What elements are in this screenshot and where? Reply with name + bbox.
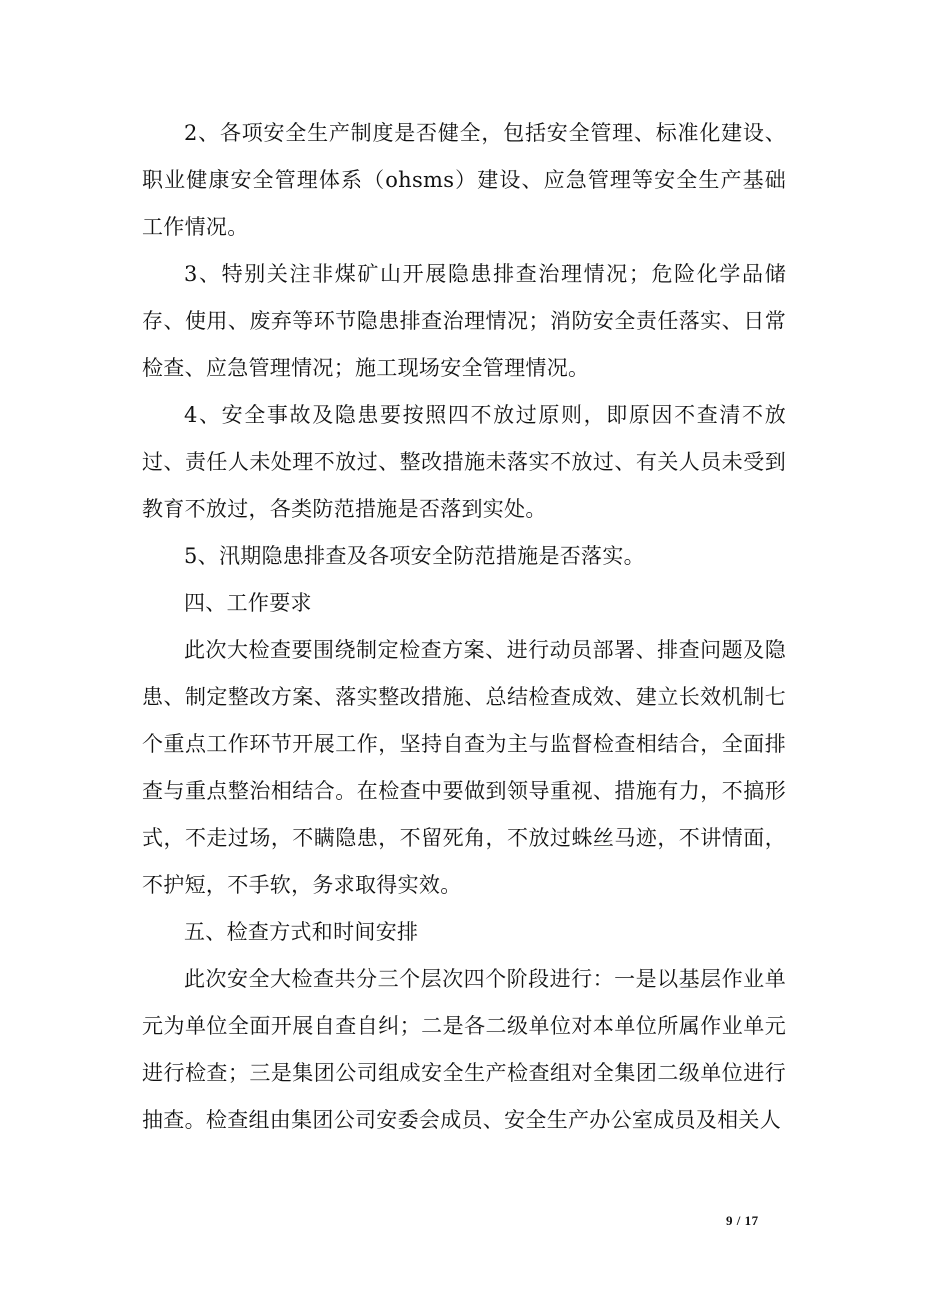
page-number: 9 / 17 — [726, 1213, 759, 1228]
paragraph-item-3-focus: 3、特别关注非煤矿山开展隐患排查治理情况；危险化学品储存、使用、废弃等环节隐患排查治理情况；消防安全责任落实、日常检查、应急管理情况；施工现场安全管理情况。 — [142, 262, 786, 380]
paragraph-inspection-schedule: 此次安全大检查共分三个层次四个阶段进行：一是以基层作业单元为单位全面开展自查自纠；二是各二级单位对本单位所属作业单元进行检查；三是集团公司组成安全生产检查组对全集团二级单位进行抽查。检查组由集团公司安委会成员、安全生产办公室成员及相关人 — [142, 967, 786, 1132]
paragraph-item-4-accidents: 4、安全事故及隐患要按照四不放过原则，即原因不查清不放过、责任人未处理不放过、整改措施未落实不放过、有关人员未受到教育不放过，各类防范措施是否落到实处。 — [142, 403, 786, 521]
paragraph-item-5-flood-season: 5、汛期隐患排查及各项安全防范措施是否落实。 — [184, 544, 645, 568]
section-heading-work-requirements: 四、工作要求 — [184, 591, 312, 615]
document-body — [142, 110, 786, 1144]
section-heading-inspection-schedule: 五、检查方式和时间安排 — [184, 920, 419, 944]
paragraph-item-2-institutions: 2、各项安全生产制度是否健全，包括安全管理、标准化建设、职业健康安全管理体系（ohsms）建设、应急管理等安全生产基础工作情况。 — [142, 121, 786, 239]
paragraph-work-requirements: 此次大检查要围绕制定检查方案、进行动员部署、排查问题及隐患、制定整改方案、落实整改措施、总结检查成效、建立长效机制七个重点工作环节开展工作，坚持自查为主与监督检查相结合，全面排查与重点整治相结合。在检查中要做到领导重视、措施有力，不搞形式，不走过场，不瞒隐患，不留死角，不放过蛛丝马迹，不讲情面，不护短，不手软，务求取得实效。 — [142, 638, 786, 897]
